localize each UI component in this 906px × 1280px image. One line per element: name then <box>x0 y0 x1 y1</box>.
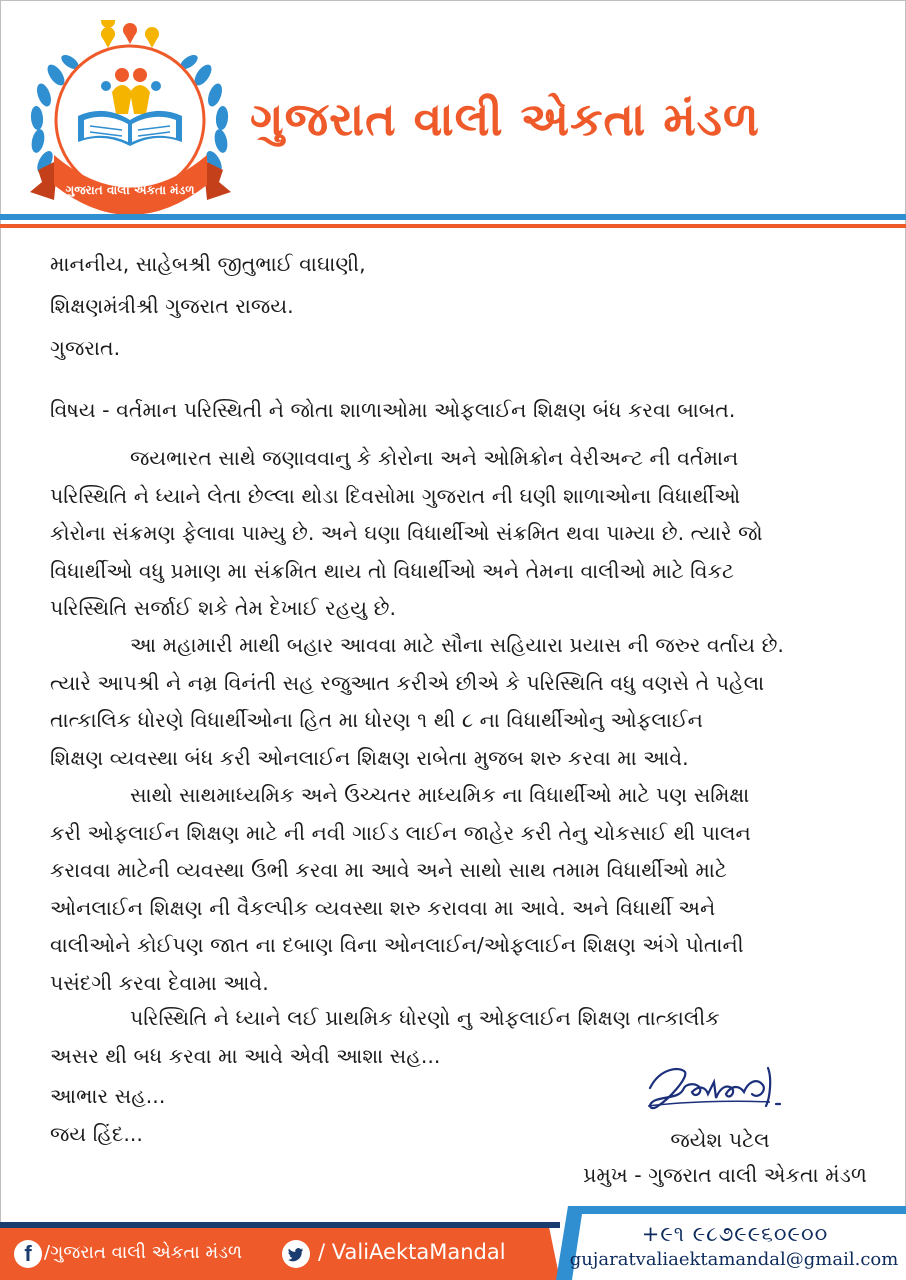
paragraph-line: શિક્ષણ વ્યવસ્થા બંધ કરી ઓનલાઈન શિક્ષણ રાબેતા મુજબ શરુ કરવા મા આવે. <box>50 745 689 770</box>
footer-email[interactable]: gujaratvaliaektamandal@gmail.com <box>569 1249 899 1270</box>
facebook-icon[interactable]: f <box>14 1240 42 1268</box>
paragraph-line: કોરોના સંક્રમણ ફેલાવા પામ્યુ છે. અને ઘણા વિધાર્થીઓ સંક્રમિત થવા પામ્યા છે. ત્યારે જો <box>50 521 763 545</box>
twitter-handle[interactable]: / ValiAektaMandal <box>318 1240 506 1264</box>
footer-phone[interactable]: +૯૧ ૯૮૭૯૯૬૦૯૦૦ <box>641 1222 829 1246</box>
paragraph-1 <box>50 440 870 628</box>
subject-line: વિષય - વર્તમાન પરિસ્થિતી ને જોતા શાળાઓમા ઓફલાઈન શિક્ષણ બંધ કરવા બાબત. <box>50 398 736 422</box>
paragraph-line: પરિસ્થિતિ સર્જાઈ શકે તેમ દેખાઈ રહયુ છે. <box>50 596 396 620</box>
addressee-line-2: શિક્ષણમંત્રીશ્રી ગુજરાત રાજય. <box>50 294 294 318</box>
paragraph-line: પરિસ્થિતિ ને ધ્યાને લઈ પ્રાથમિક ધોરણો નુ ઓફલાઈન શિક્ષણ તાત્કાલીક <box>130 1006 720 1030</box>
twitter-icon[interactable] <box>282 1240 310 1268</box>
paragraph-line: વાલીઓને કોઈપણ જાત ના દબાણ વિના ઓનલાઈન/ઓફલાઈન શિક્ષણ અંગે પોતાની <box>50 933 744 957</box>
addressee-line-1: માનનીય, સાહેબશ્રી જીતુભાઈ વાઘાણી, <box>50 252 366 276</box>
closing-thanks: આભાર સહ... <box>50 1084 166 1108</box>
paragraph-line: કરાવવા માટેની વ્યવસ્થા ઉભી કરવા મા આવે અને સાથો સાથ તમામ વિધાર્થીઓ માટે <box>50 858 727 882</box>
signatory-name: જયેશ પટેલ <box>670 1128 770 1152</box>
paragraph-line: તાત્કાલિક ધોરણે વિધાર્થીઓના હિત મા ધોરણ ૧ થી ૮ ના વિધાર્થીઓનુ ઓફલાઈન <box>50 708 703 732</box>
facebook-handle[interactable]: /ગુજરાત વાલી એકતા મંડળ <box>44 1242 243 1263</box>
paragraph-line: આ મહામારી માથી બહાર આવવા માટે સૌના સહિયારા પ્રયાસ ની જરુર વર્તાય છે. <box>130 633 784 657</box>
closing-jai-hind: જય હિંદ... <box>50 1122 143 1146</box>
paragraph-line: જયભારત સાથે જણાવવાનુ કે કોરોના અને ઓમિક્રોન વેરીઅન્ટ ની વર્તમાન <box>130 446 739 470</box>
addressee-line-3: ગુજરાત. <box>50 336 121 360</box>
paragraph-line: પસંદગી કરવા દેવામા આવે. <box>50 970 269 995</box>
paragraph-line: સાથો સાથમાધ્યમિક અને ઉચ્ચતર માધ્યમિક ના વિધાર્થીઓ માટે પણ સમિક્ષા <box>130 783 750 807</box>
signatory-title: પ્રમુખ - ગુજરાત વાલી એકતા મંડળ <box>583 1163 867 1187</box>
paragraph-line: ત્યારે આપશ્રી ને નમ્ર વિનંતી સહ રજુઆત કરીએ છીએ કે પરિસ્થિતિ વધુ વણસે તે પહેલા <box>50 670 765 695</box>
paragraph-line: વિધાર્થીઓ વધુ પ્રમાણ મા સંક્રમિત થાય તો વિધાર્થીઓ અને તેમના વાલીઓ માટે વિકટ <box>50 558 734 583</box>
paragraph-line: પરિસ્થિતિ ને ધ્યાને લેતા છેલ્લા થોડા દિવસોમા ગુજરાત ની ઘણી શાળાઓના વિધાર્થીઓ <box>50 483 741 508</box>
header-divider-orange <box>0 224 906 228</box>
paragraph-line: ઓનલાઈન શિક્ષણ ની વૈકલ્પીક વ્યવસ્થા શરુ કરાવવા મા આવે. અને વિધાર્થી અને <box>50 895 716 920</box>
handwritten-signature <box>640 1058 810 1118</box>
logo-ribbon-text: ગુજરાત વાલી એકતા મંડળ <box>65 183 195 197</box>
paragraph-3 <box>50 777 870 1002</box>
header-divider-blue <box>0 214 906 220</box>
paragraph-2 <box>50 627 870 777</box>
paragraph-line: કરી ઓફલાઈન શિક્ષણ માટે ની નવી ગાઈડ લાઈન જાહેર કરી તેનુ ચોકસાઈ થી પાલન <box>50 820 751 845</box>
org-logo <box>18 20 243 215</box>
org-name-title: ગુજરાત વાલી એકતા મંડળ <box>250 92 760 146</box>
paragraph-line: અસર થી બધ કરવા મા આવે એવી આશા સહ... <box>50 1043 441 1068</box>
